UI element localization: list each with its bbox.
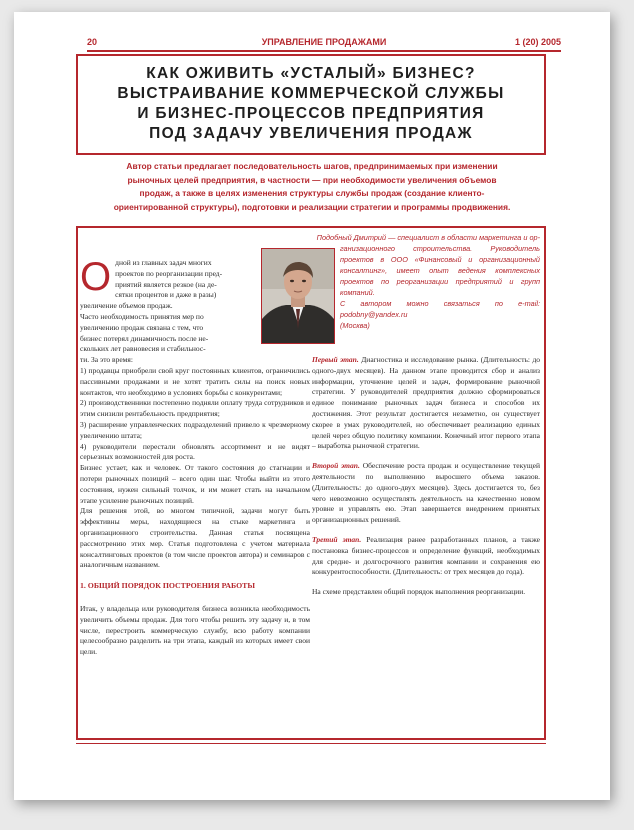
- title-line: ПОД ЗАДАЧУ УВЕЛИЧЕНИЯ ПРОДАЖ: [149, 125, 473, 142]
- author-bio: ганизационного строительства. Руководитель проектов в ООО «Финансовый и организационный консалтинг», имеет опыт ведения комплексных проектов по реорганизации предприятий и групп компаний.: [340, 244, 540, 297]
- lead-line: продаж, а также в целях изменения структуры службы продаж (создание клиенто-: [139, 188, 485, 198]
- section-heading: 1. ОБЩИЙ ПОРЯДОК ПОСТРОЕНИЯ РАБОТЫ: [80, 581, 255, 591]
- stage-text: Диагностика и исследование рынка. (Длительность: до одного-двух месяцев). На данном этапе проводится сбор и анализ информации, уточнение целей и задач, формирование рыночной стратегии. У руководителей предприятия должно сформироваться единое понимание рыночных задач бизнеса и способов их достижения. Этот результат достигается незаметно, он существует скорее в умах руководителей, но обеспечивает реализацию единых целей через общую политику компании. Конечный итог первого этапа – выработка рыночной стратегии.: [312, 355, 541, 451]
- running-header: [87, 36, 561, 52]
- stage-paragraph: [312, 535, 540, 578]
- paragraph: Бизнес устает, как и человек. От такого состояния до стагнации и потери рыночных позиций – всего один шаг. Чтобы выйти из этого состояния, нужен сильный толчок, и им может стать на начальном этапе усиление рыночных позиций.: [80, 463, 310, 505]
- bottom-rule: [76, 743, 546, 744]
- article-title: [78, 56, 544, 144]
- intro-line: сятки процентов и даже в разы): [115, 290, 217, 300]
- magazine-page: [14, 12, 610, 800]
- section-name: УПРАВЛЕНИЕ ПРОДАЖАМИ: [261, 37, 387, 47]
- stage-label: Второй этап.: [312, 461, 360, 471]
- author-name-line: Подобный Дмитрий — специалист в области маркетинга и ор-: [316, 233, 540, 242]
- left-column: [80, 255, 310, 658]
- intro-paragraph: [80, 255, 310, 366]
- paragraph: Для решения этой, во многом типичной, задачи могут быть эффективны меры, находящиеся на стыке маркетинга и организационного строительства. Данная статья посвящена рассмотрению этих мер. Статья подготовлена с учетом материала консалтинговых проектов (в том числе проектов автора) и семинаров с аналогичным названием.: [80, 506, 310, 570]
- stage-text: Реализация ранее разработанных планов, а также постановка бизнес-процессов и определение функций, необходимых для средне- и долгосрочного развития компании и сохранения ею конкурентоспособности. (Длительность: от трех месяцев до года).: [312, 534, 541, 577]
- intro-line: приятий является резкое (на де-: [115, 279, 217, 289]
- stage-label: Третий этап.: [312, 534, 362, 544]
- context-line: скольких лет равновесия и стабильнос-: [80, 344, 206, 354]
- paragraph: На схеме представлен общий порядок выполнения реорганизации.: [312, 587, 526, 597]
- list-item: 4) руководители перестали обновлять ассортимент и не видят серьезных возможностей для роста.: [80, 441, 310, 462]
- title-line: И БИЗНЕС-ПРОЦЕССОВ ПРЕДПРИЯТИЯ: [137, 105, 485, 122]
- lead-line: Автор статьи предлагает последовательность шагов, предпринимаемых при изменении: [126, 161, 498, 171]
- list-item: 2) производственники постепенно подняли оплату труда сотрудников и этим снизили рентабельность предприятия;: [80, 398, 310, 419]
- title-line: КАК ОЖИВИТЬ «УСТАЛЫЙ» БИЗНЕС?: [146, 65, 476, 82]
- stage-paragraph: [312, 355, 540, 452]
- intro-line: проектов по реорганизации пред-: [115, 268, 223, 278]
- list-item: 3) расширение управленческих подразделений привело к чрезмерному увеличению штата;: [80, 419, 310, 440]
- right-column: [312, 355, 540, 598]
- list-item: 1) продавцы приобрели свой круг постоянных клиентов, ограничились пассивными продажами и не хотят тратить силы на поиск новых контактов, что необходимо в условиях борьбы с конкурентами;: [80, 365, 310, 397]
- intro-line: увеличение объемов продаж.: [80, 301, 173, 311]
- context-line: ти. За это время:: [80, 355, 133, 365]
- lead-line: ориентированной структуры), подготовки и реализации стратегии и программы продвижения.: [113, 201, 511, 212]
- issue-number: 1 (20) 2005: [514, 37, 561, 47]
- stage-paragraph: [312, 461, 540, 526]
- article-lead: [96, 160, 528, 214]
- author-contact: С автором можно связаться по e-mail: podobny@yandex.ru: [340, 299, 540, 319]
- context-line: бизнес потерял динамичность после не-: [80, 333, 209, 343]
- intro-line: дной из главных задач многих: [115, 258, 212, 267]
- title-line: ВЫСТРАИВАНИЕ КОММЕРЧЕСКОЙ СЛУЖБЫ: [117, 85, 505, 102]
- title-frame: [76, 54, 546, 155]
- paragraph: Итак, у владельца или руководителя бизнеса возникла необходимость увеличить объемы продаж. Для того чтобы решить эту задачу и, в том числе, перестроить коммерческую службу, всю работу компании целесообразно разделить на три этапа, каждый из которых имеет свои цели.: [80, 603, 310, 657]
- page-number: 20: [87, 37, 98, 47]
- stage-label: Первый этап.: [312, 355, 359, 364]
- lead-line: рыночных целей предприятия, в частности — при необходимости увеличения объемов: [127, 174, 497, 185]
- stage-text: Обеспечение роста продаж и осуществление текущей деятельности по выполнению выросшего объема заказов. (Длительность: до одного-двух месяцев). Здесь достигается то, без чего невозможно осуществлять деятельность на качественно новом уровне и управлять ею. Этап завершается внедрением принятых организационных решений.: [312, 461, 540, 525]
- context-line: Часто необходимость принятия мер по: [80, 311, 204, 321]
- author-city: (Москва): [340, 321, 370, 330]
- drop-cap: О: [80, 255, 112, 299]
- context-line: увеличению продаж связана с тем, что: [80, 322, 204, 332]
